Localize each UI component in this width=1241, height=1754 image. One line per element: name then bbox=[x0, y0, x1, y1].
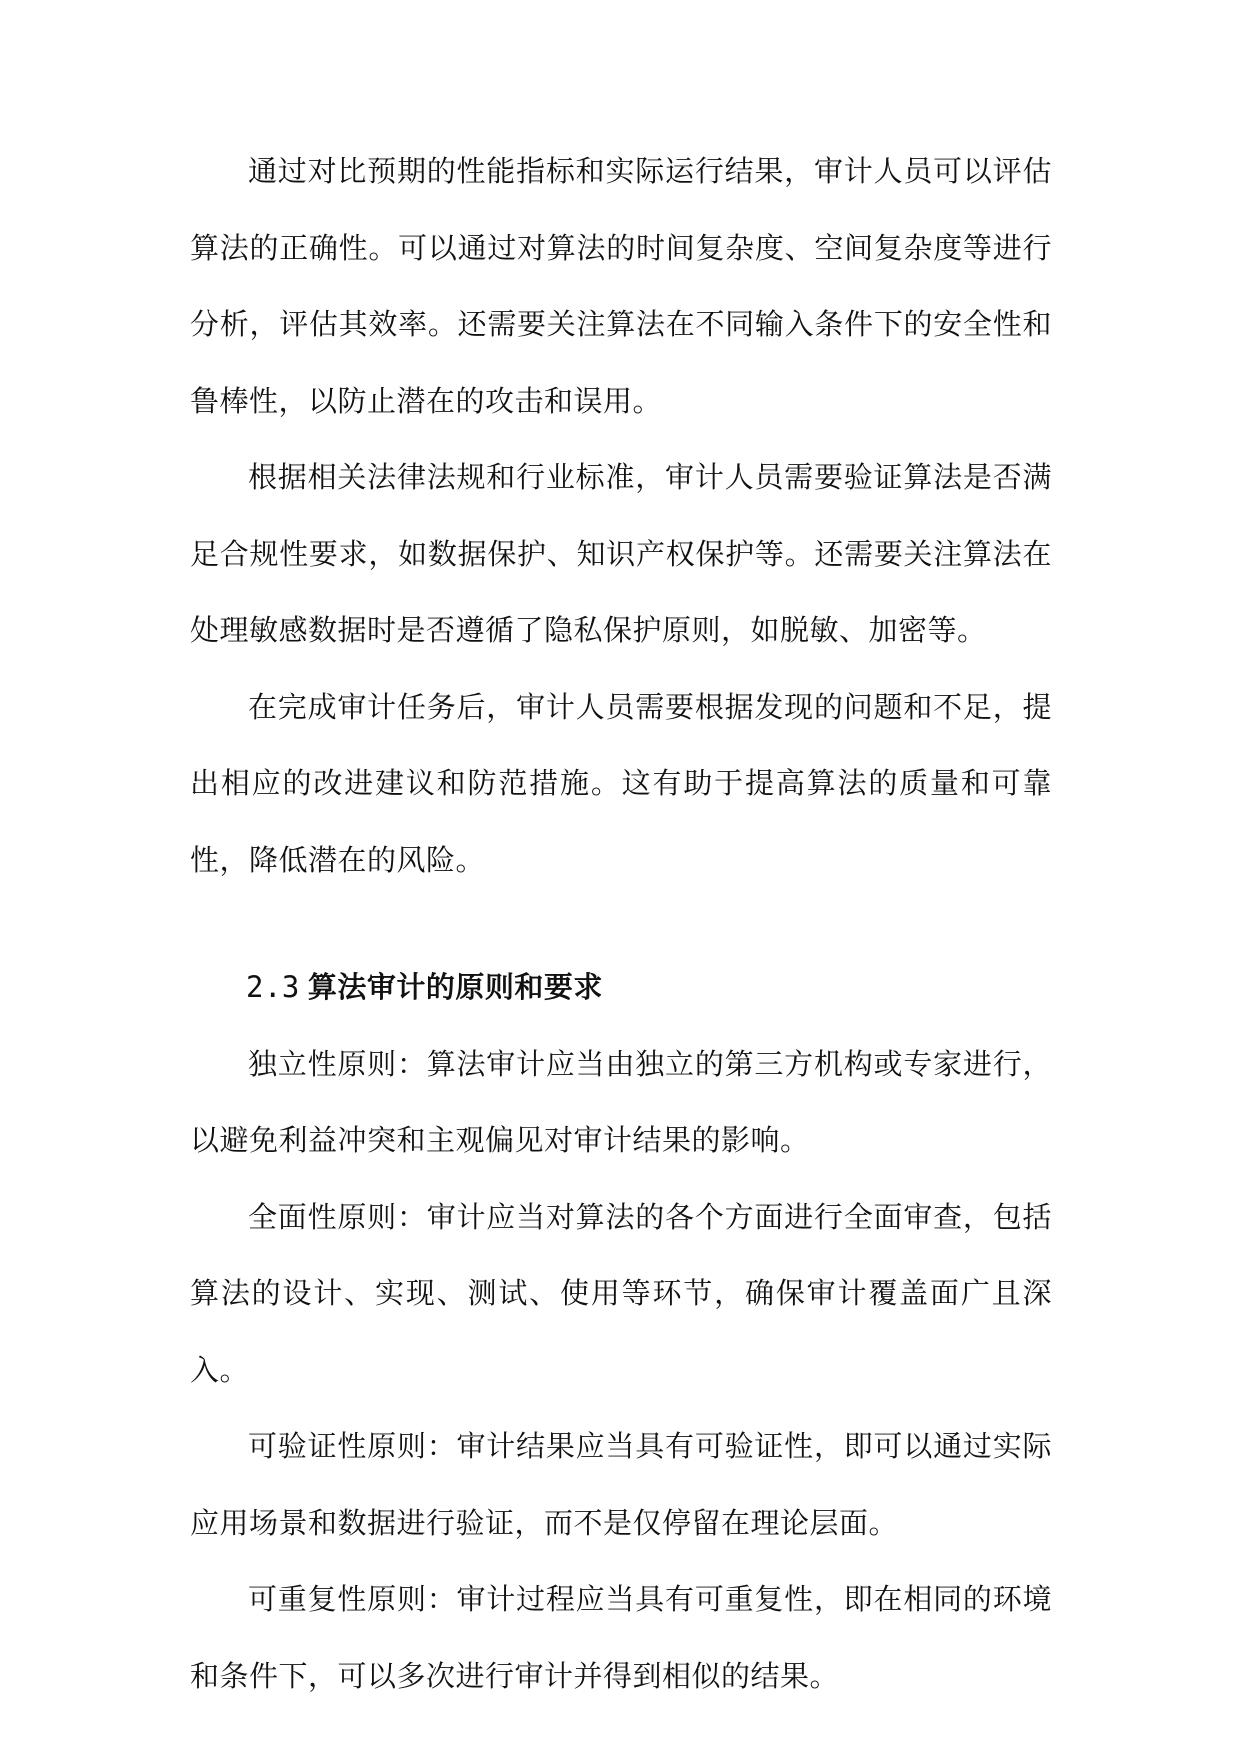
section-heading bbox=[190, 949, 1052, 1026]
paragraph-performance-evaluation: 通过对比预期的性能指标和实际运行结果，审计人员可以评估算法的正确性。可以通过对算法的时间复杂度、空间复杂度等进行分析，评估其效率。还需要关注算法在不同输入条件下的安全性和鲁棒性，以防止潜在的攻击和误用。 bbox=[190, 154, 1052, 418]
document-body bbox=[190, 133, 1052, 1714]
paragraph-improvement-suggestions: 在完成审计任务后，审计人员需要根据发现的问题和不足，提出相应的改进建议和防范措施。这有助于提高算法的质量和可靠性，降低潜在的风险。 bbox=[190, 689, 1052, 877]
paragraph-verifiability-principle: 可验证性原则：审计结果应当具有可验证性，即可以通过实际应用场景和数据进行验证，而不是仅停留在理论层面。 bbox=[190, 1429, 1052, 1540]
section-title: 算法审计的原则和要求 bbox=[307, 970, 603, 1004]
paragraph-repeatability-principle: 可重复性原则：审计过程应当具有可重复性，即在相同的环境和条件下，可以多次进行审计并得到相似的结果。 bbox=[190, 1582, 1052, 1693]
paragraph-compliance-verification: 根据相关法律法规和行业标准，审计人员需要验证算法是否满足合规性要求，如数据保护、知识产权保护等。还需要关注算法在处理敏感数据时是否遵循了隐私保护原则，如脱敏、加密等。 bbox=[190, 460, 1052, 647]
paragraph-comprehensiveness-principle: 全面性原则：审计应当对算法的各个方面进行全面审查，包括算法的设计、实现、测试、使用等环节，确保审计覆盖面广且深入。 bbox=[190, 1199, 1052, 1387]
section-number: 2.3 bbox=[246, 970, 300, 1004]
paragraph-independence-principle: 独立性原则：算法审计应当由独立的第三方机构或专家进行，以避免利益冲突和主观偏见对审计结果的影响。 bbox=[190, 1046, 1052, 1157]
